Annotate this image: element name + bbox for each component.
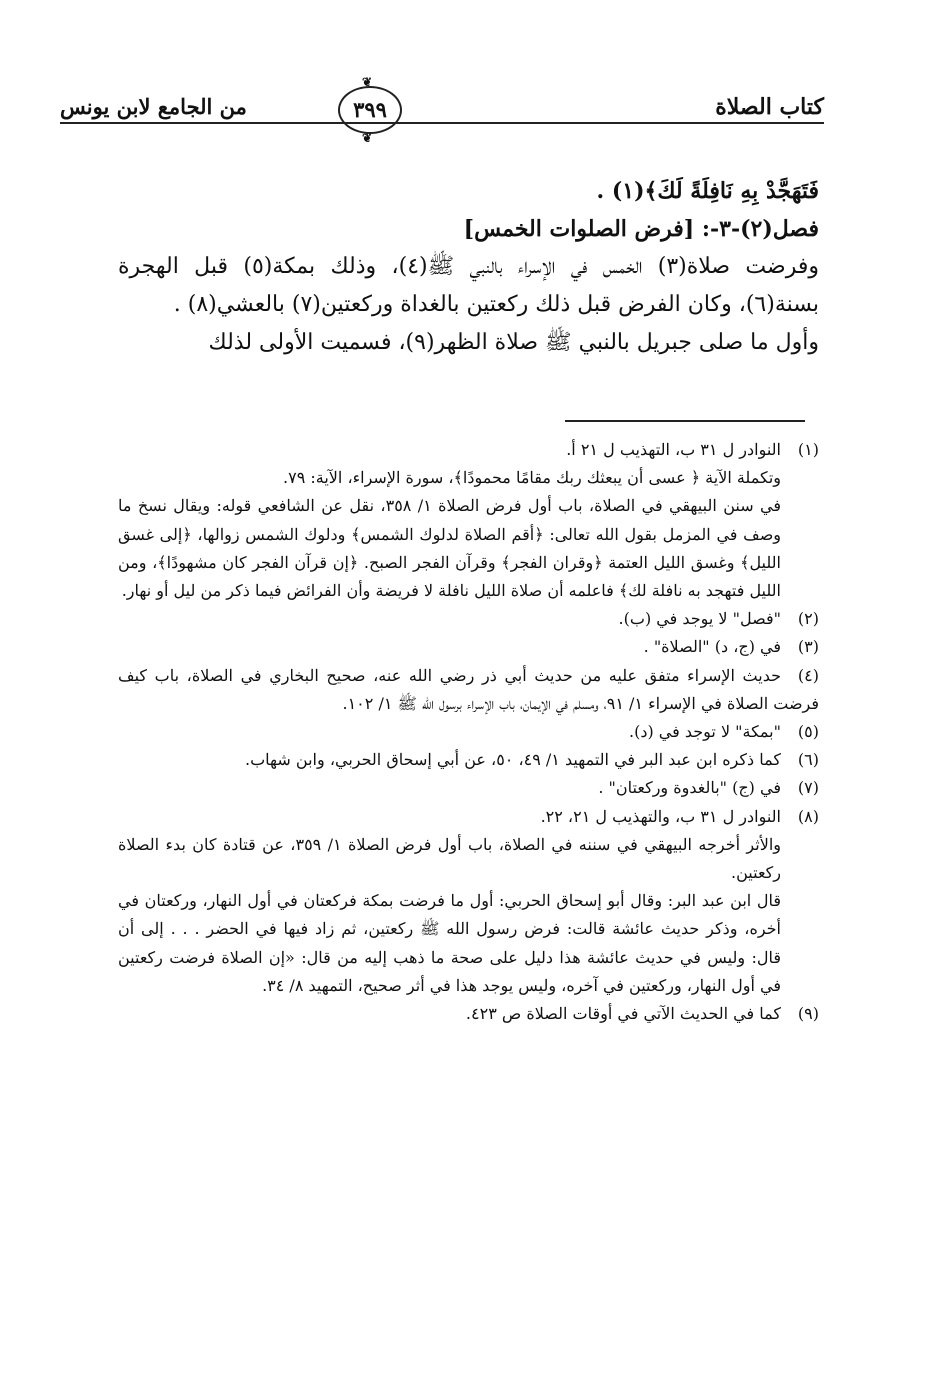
- footnote: [118, 1000, 819, 1028]
- footnote-number: (١): [797, 440, 819, 459]
- footnote-number: (٨): [797, 806, 819, 826]
- footnote-number: (٣): [797, 637, 819, 657]
- footnote-number: (٧): [797, 778, 819, 798]
- footnote-text: النوادر ل ٣١ ب، والتهذيب ل ٢١، ٢٢.: [540, 806, 781, 826]
- running-header: [60, 92, 824, 132]
- paragraph-1: وفرضت صلاة(٣) الخمس في الإسراء بالنبي ﷺ(٤)، وذلك بمكة(٥) قبل الهجرة بسنة(٦)، وكان الفرض قبل ذلك ركعتين بالغداة وركعتين(٧) بالعشي(٨) .: [118, 254, 819, 317]
- footnotes: [118, 436, 819, 1028]
- footnote-number: (٦): [797, 750, 819, 770]
- footnote: [118, 774, 819, 802]
- header-book-title: كتاب الصلاة: [715, 94, 824, 120]
- footnote-text: "بمكة" لا توجد في (د).: [629, 722, 781, 742]
- footnote: [118, 633, 819, 661]
- footnote: [118, 436, 819, 464]
- footnote-separator: [565, 420, 805, 422]
- footnote-number: (٩): [797, 1004, 819, 1024]
- verse-line: فَتَهَجَّدْ بِهِ نَافِلَةً لَكَ﴾(١) .: [596, 178, 819, 204]
- footnote-text: "فصل" لا يوجد في (ب).: [618, 609, 781, 629]
- footnote-text: حديث الإسراء متفق عليه من حديث أبي ذر رضي الله عنه، صحيح البخاري في الصلاة، باب كيف فرضت الصلاة في الإسراء ١/ ٩١، ومسلم في الإيمان، باب الإسراء برسول الله ﷺ ١/ ١٠٢.: [118, 665, 819, 713]
- footnote-number: (٥): [797, 722, 819, 742]
- footnote-continuation: في سنن البيهقي في الصلاة، باب أول فرض الصلاة ١/ ٣٥٨، نقل عن الشافعي قوله: ويقال نسخ ما وصف في المزمل بقول الله تعالى: ﴿أقم الصلاة لدلوك الشمس﴾ ودلوك الشمس زوالها، ﴿إلى غسق الليل﴾ وغسق الليل العتمة ﴿وقران الفجر﴾ وقرآن الفجر الصبح. ﴿إن قرآن الفجر كان مشهودًا﴾، ومن الليل فتهجد به نافلة لك﴾ فاعلمه أن صلاة الليل نافلة لا فريضة وأن الفرائض فيما ذكر من ليل أو نهار.: [118, 496, 781, 601]
- footnote-continuation: قال ابن عبد البر: وقال أبو إسحاق الحربي: أول ما فرضت بمكة فركعتان في أول النهار، وركعتان في أخره، وذكر حديث عائشة قالت: فرض رسول الله ﷺ ركعتين، ثم زاد فيها في الحضر . . . إلى أن قال: وليس في حديث عائشة هذا دليل على صحة ما ذهب إليه من قال: «إن الصلاة فرضت ركعتين في أول النهار، وركعتين في آخره، وليس يوجد هذا في أثر صحيح، التمهيد ٨/ ٣٤.: [118, 891, 781, 995]
- paragraph-2: وأول ما صلى جبريل بالنبي ﷺ صلاة الظهر(٩)، فسميت الأولى لذلك: [208, 330, 819, 355]
- footnote-continuation: وتكملة الآية ﴿ عسى أن يبعثك ربك مقامًا محمودًا﴾، سورة الإسراء، الآية: ٧٩.: [283, 468, 781, 488]
- page-number-badge: ❦ ٣٩٩ ❦: [338, 86, 402, 134]
- footnote-text: كما في الحديث الآتي في أوقات الصلاة ص ٤٢٣.: [465, 1004, 781, 1024]
- footnote: [118, 746, 819, 774]
- footnote: [118, 662, 819, 718]
- footnote-text: في (ج، د) "الصلاة" .: [643, 637, 781, 657]
- footnote-continuation: والأثر أخرجه البيهقي في سننه في الصلاة، باب أول فرض الصلاة ١/ ٣٥٩، عن قتادة كان بدء الصلاة ركعتين.: [118, 834, 782, 883]
- footnote: [118, 605, 819, 633]
- footnote: [118, 803, 819, 831]
- footnote-text: في (ج) "بالغدوة وركعتان" .: [598, 778, 781, 798]
- footnote: [118, 718, 819, 746]
- footnote-number: (٤): [797, 665, 819, 685]
- footnote-text: النوادر ل ٣١ ب، التهذيب ل ٢١ أ.: [566, 440, 781, 459]
- footnote-text: كما ذكره ابن عبد البر في التمهيد ١/ ٤٩، ٥٠، عن أبي إسحاق الحربي، وابن شهاب.: [245, 750, 781, 770]
- section-heading: فصل(٢)-٣-: [فرض الصلوات الخمس]: [463, 216, 819, 242]
- footnote-number: (٢): [797, 609, 819, 629]
- header-source-title: من الجامع لابن يونس: [60, 94, 247, 119]
- header-rule: [60, 122, 824, 124]
- main-text: [118, 172, 819, 362]
